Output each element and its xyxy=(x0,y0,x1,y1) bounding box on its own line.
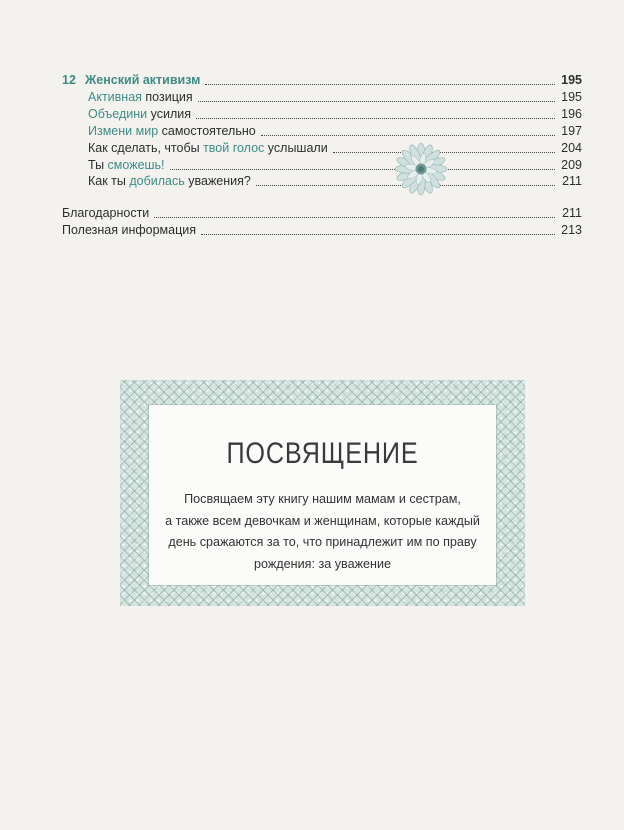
section-title-part: Как сделать, чтобы xyxy=(88,141,204,155)
lattice-pattern-frame xyxy=(120,380,525,606)
section-title-accent: Измени мир xyxy=(88,124,159,138)
section-title-part: позиция xyxy=(141,90,193,104)
section-title-part: усилия xyxy=(147,107,191,121)
section-title-part: самостоятельно xyxy=(158,124,256,138)
page-number: 211 xyxy=(562,174,582,188)
toc-section-row xyxy=(62,89,582,106)
toc-section-row xyxy=(62,140,582,157)
dedication-line: а также всем девочкам и женщинам, которые каждый xyxy=(165,513,480,528)
chapter-number: 12 xyxy=(62,73,76,87)
section-title-accent: сможешь! xyxy=(107,158,165,172)
dot-leader xyxy=(201,234,555,235)
page-number: 211 xyxy=(562,206,582,220)
section-title xyxy=(88,106,191,123)
page-number: 197 xyxy=(561,124,582,138)
dedication-line: рождения: за уважение xyxy=(254,556,391,571)
chapter-title: Женский активизм xyxy=(85,73,201,87)
section-title xyxy=(88,89,193,106)
section-title-part: Как ты xyxy=(88,174,130,188)
section-title-part: услышали xyxy=(264,141,328,155)
page-number: 195 xyxy=(561,73,582,87)
toc-section-row xyxy=(62,106,582,123)
toc-backmatter-row xyxy=(62,222,582,239)
dot-leader xyxy=(170,169,555,170)
page-number: 209 xyxy=(561,158,582,172)
dedication-panel xyxy=(149,405,496,585)
page-number: 204 xyxy=(561,141,582,155)
section-title xyxy=(88,173,251,190)
section-title-part: Ты xyxy=(88,158,108,172)
dot-leader xyxy=(196,118,555,119)
section-title-part: уважения? xyxy=(184,174,251,188)
dedication-line: Посвящаем эту книгу нашим мамам и сестрам, xyxy=(184,492,461,506)
toc-chapter-row xyxy=(62,72,582,89)
section-title xyxy=(88,140,328,157)
toc-section-row xyxy=(62,173,582,190)
backmatter-title: Полезная информация xyxy=(62,223,196,237)
page-number: 195 xyxy=(561,90,582,104)
toc-section-row xyxy=(62,123,582,140)
dot-leader xyxy=(205,84,555,85)
page-number: 213 xyxy=(561,223,582,237)
section-title-accent: Активная xyxy=(88,90,142,104)
section-title-accent: добилась xyxy=(129,174,185,188)
backmatter-title: Благодарности xyxy=(62,206,150,220)
dedication-text xyxy=(149,489,496,575)
toc-backmatter-row xyxy=(62,205,582,222)
dedication-line: день сражаются за то, что принадлежит им по праву xyxy=(168,535,477,549)
dot-leader xyxy=(154,217,555,218)
section-title-accent: твой голос xyxy=(203,141,265,155)
dot-leader xyxy=(198,101,555,102)
page-number: 196 xyxy=(561,107,582,121)
dedication-title: ПОСВЯЩЕНИЕ xyxy=(226,437,419,470)
daisy-illustration xyxy=(393,141,449,197)
toc-section-row xyxy=(62,157,582,174)
section-title-accent: Объедини xyxy=(88,107,148,121)
dot-leader xyxy=(261,135,555,136)
section-title xyxy=(88,123,256,140)
section-title xyxy=(88,157,165,174)
